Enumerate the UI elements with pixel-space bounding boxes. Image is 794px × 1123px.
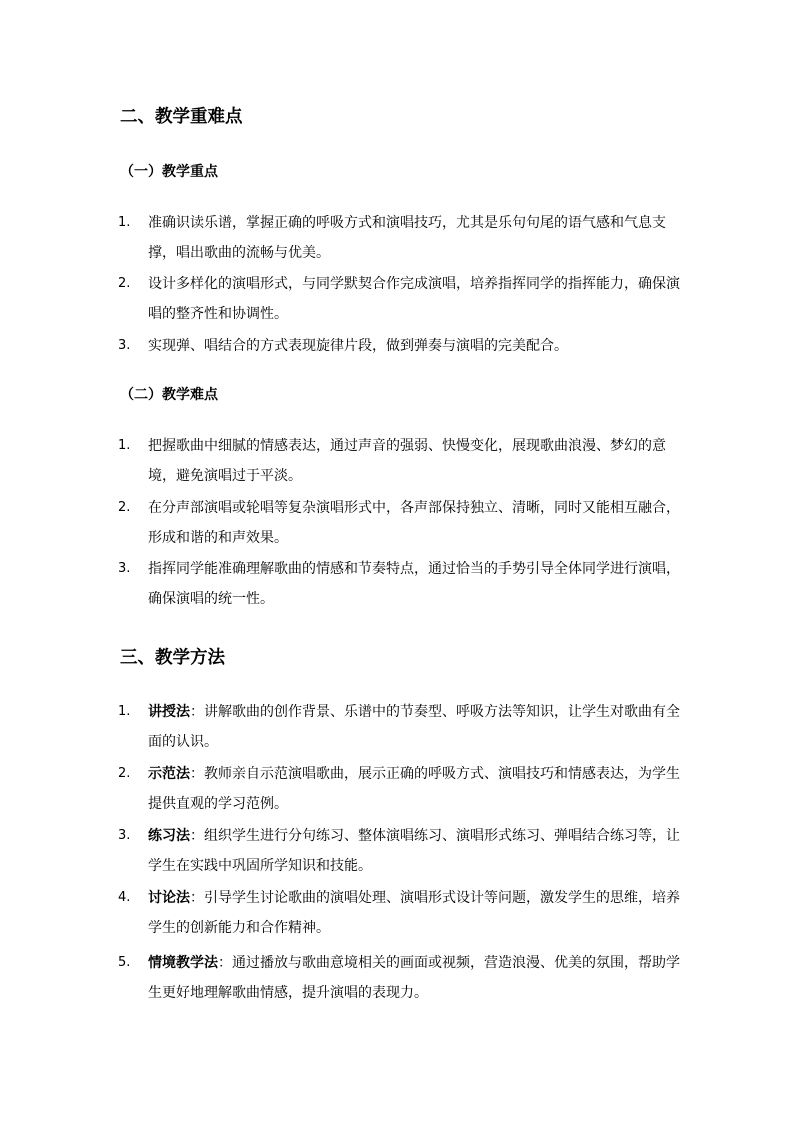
list-number: 3. <box>118 338 131 353</box>
section-heading-teaching-methods: 三、教学方法 <box>120 648 225 668</box>
method-description: 教师亲自示范演唱歌曲，展示正确的呼吸方式、演唱技巧和情感表达，为学生提供直观的学习范例。 <box>148 766 680 812</box>
term-separator: ： <box>190 828 204 844</box>
method-description: 组织学生进行分句练习、整体演唱练习、演唱形式练习、弹唱结合练习等，让学生在实践中巩固所学知识和技能。 <box>148 828 680 874</box>
method-term: 练习法 <box>148 828 190 844</box>
list-number: 3. <box>118 561 131 576</box>
term-separator: ： <box>218 955 232 971</box>
list-text: 设计多样化的演唱形式，与同学默契合作完成演唱，培养指挥同学的指挥能力，确保演唱的整齐性和协调性。 <box>148 276 680 322</box>
list-text: 在分声部演唱或轮唱等复杂演唱形式中，各声部保持独立、清晰，同时又能相互融合，形成和谐的和声效果。 <box>148 500 680 546</box>
list-number: 3. <box>118 828 131 843</box>
list-number: 1. <box>118 704 131 719</box>
list-number: 4. <box>118 890 131 905</box>
method-term: 情境教学法 <box>148 955 218 971</box>
list-number: 1. <box>118 438 131 453</box>
method-description: 讲解歌曲的创作背景、乐谱中的节奏型、呼吸方法等知识，让学生对歌曲有全面的认识。 <box>148 704 680 750</box>
method-term: 示范法 <box>148 766 190 782</box>
list-text <box>148 948 693 1008</box>
list-text <box>148 883 693 943</box>
term-separator: ： <box>190 704 204 720</box>
method-description: 通过播放与歌曲意境相关的画面或视频，营造浪漫、优美的氛围，帮助学生更好地理解歌曲情感，提升演唱的表现力。 <box>148 955 680 1001</box>
list-text <box>148 697 693 757</box>
list-number: 2. <box>118 276 131 291</box>
list-text <box>148 759 693 819</box>
term-separator: ： <box>190 890 204 906</box>
list-text: 准确识读乐谱，掌握正确的呼吸方式和演唱技巧，尤其是乐句句尾的语气感和气息支撑，唱出歌曲的流畅与优美。 <box>148 215 666 261</box>
list-number: 2. <box>118 766 131 781</box>
method-description: 引导学生讨论歌曲的演唱处理、演唱形式设计等问题，激发学生的思维，培养学生的创新能力和合作精神。 <box>148 890 680 936</box>
list-text: 实现弹、唱结合的方式表现旋律片段，做到弹奏与演唱的完美配合。 <box>148 338 568 354</box>
subsection-heading-key-points: （一）教学重点 <box>120 164 218 180</box>
term-separator: ： <box>190 766 204 782</box>
list-number: 2. <box>118 500 131 515</box>
list-text: 把握歌曲中细腻的情感表达，通过声音的强弱、快慢变化，展现歌曲浪漫、梦幻的意境，避免演唱过于平淡。 <box>148 438 666 484</box>
list-number: 5. <box>118 955 131 970</box>
section-heading-key-difficult-points: 二、教学重难点 <box>120 107 243 127</box>
list-number: 1. <box>118 215 131 230</box>
list-text <box>148 821 693 881</box>
method-term: 讨论法 <box>148 890 190 906</box>
list-text: 指挥同学能准确理解歌曲的情感和节奏特点，通过恰当的手势引导全体同学进行演唱，确保演唱的统一性。 <box>148 561 680 607</box>
method-term: 讲授法 <box>148 704 190 720</box>
subsection-heading-difficult-points: （二）教学难点 <box>120 387 218 403</box>
